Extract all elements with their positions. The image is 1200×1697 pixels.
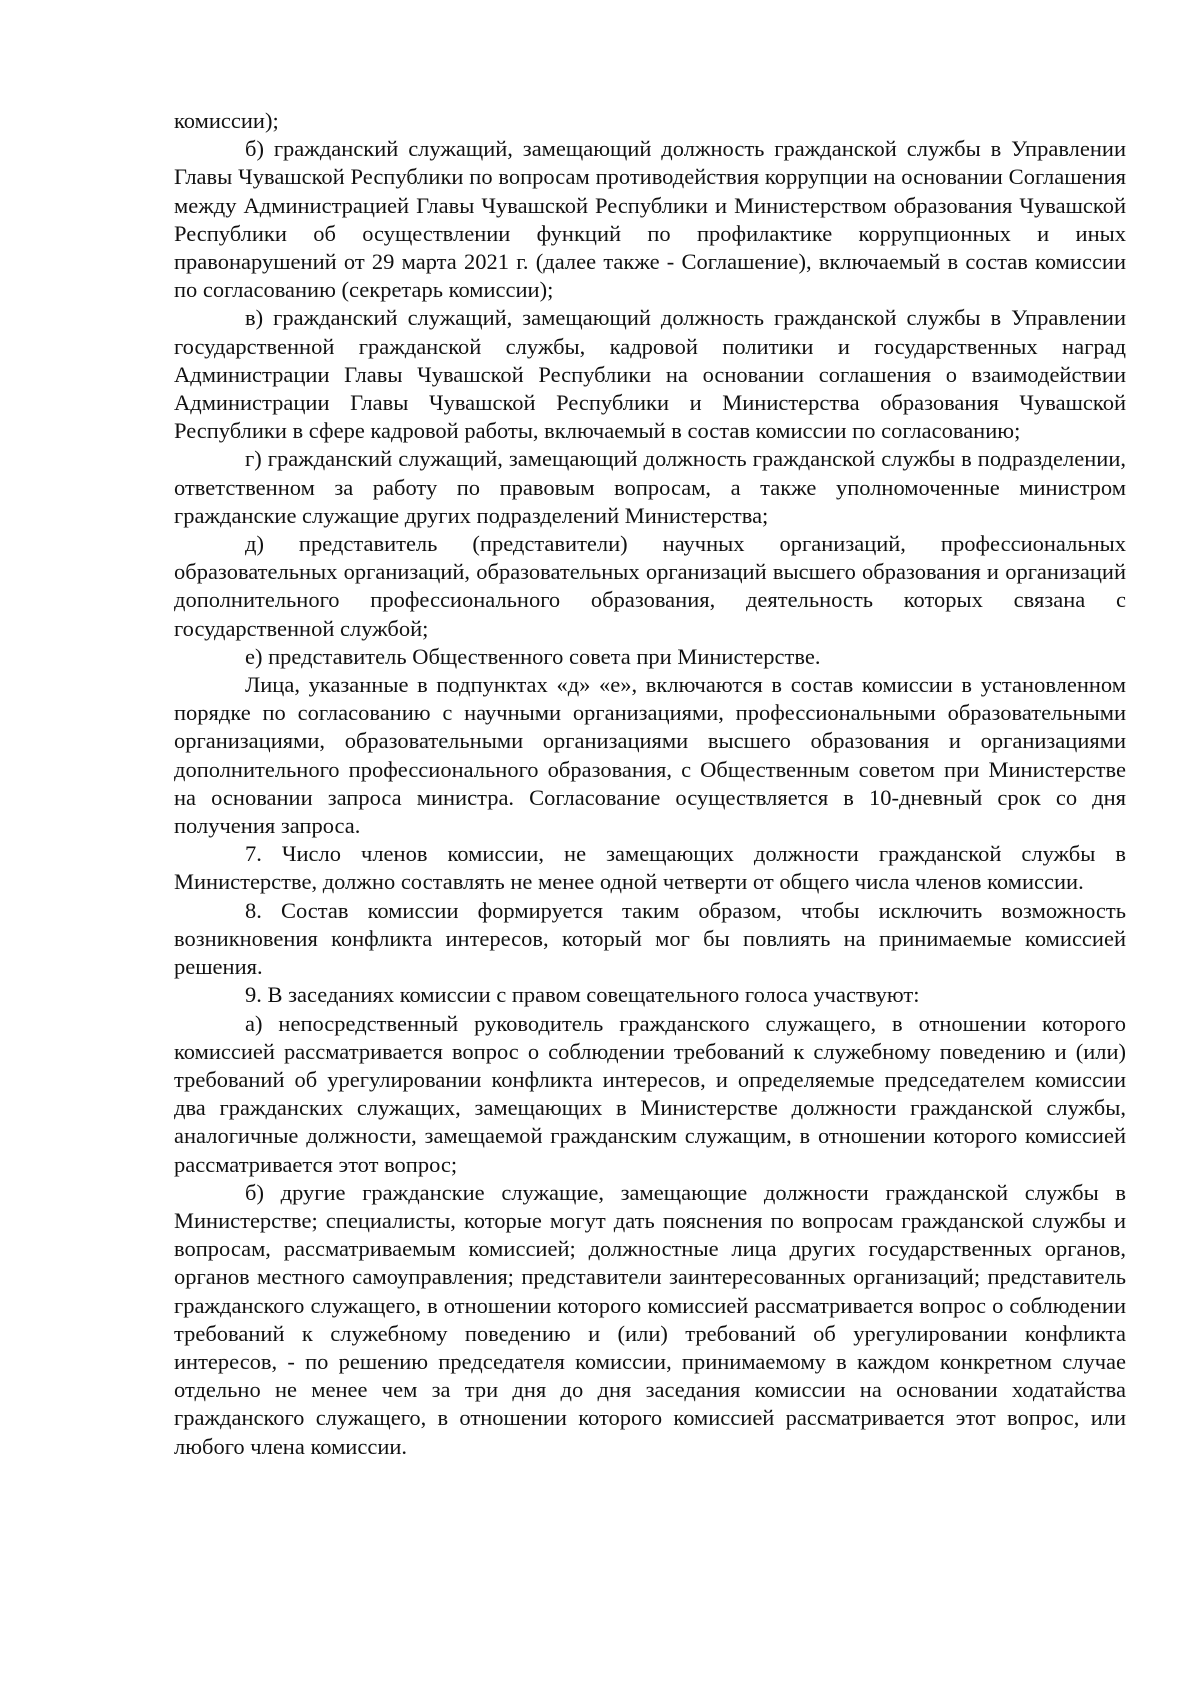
paragraph-clause-9: 9. В заседаниях комиссии с правом совещательного голоса участвуют: bbox=[245, 982, 920, 1008]
paragraph-clause-9-item-b: б) другие гражданские служащие, замещающие должности гражданской службы в Министерстве; специалисты, которые могут дать пояснения по вопросам гражданской службы и вопросам, рассматриваемым комиссией; должностные лица других государственных органов, органов местного самоуправления; представители заинтересованных организаций; представитель гражданского служащего, в отношении которого комиссией рассматривается вопрос о соблюдении требований к служебному поведению и (или) требований об урегулировании конфликта интересов, - по решению председателя комиссии, принимаемому в каждом конкретном случае отдельно не менее чем за три дня до дня заседания комиссии на основании ходатайства гражданского служащего, в отношении которого комиссией рассматривается этот вопрос, или любого члена комиссии. bbox=[174, 1179, 1126, 1459]
paragraph-continuation: комиссии); bbox=[174, 108, 279, 133]
paragraph-item-g: г) гражданский служащий, замещающий должность гражданской службы в подразделении, ответственном за работу по правовым вопросам, а также уполномоченные министром гражданские служащие других подразделений Министерства; bbox=[174, 446, 1126, 528]
paragraph-item-v: в) гражданский служащий, замещающий должность гражданской службы в Управлении государственной гражданской службы, кадровой политики и государственных наград Администрации Главы Чувашской Республики на основании соглашения о взаимодействии Администрации Главы Чувашской Республики и Министерства образования Чувашской Республики в сфере кадровой работы, включаемый в состав комиссии по согласованию; bbox=[174, 305, 1126, 444]
paragraph-item-b: б) гражданский служащий, замещающий должность гражданской службы в Управлении Главы Чувашской Республики по вопросам противодействия коррупции на основании Соглашения между Администрацией Главы Чувашской Республики и Министерством образования Чувашской Республики об осуществлении функций по профилактике коррупционных и иных правонарушений от 29 марта 2021 г. (далее также - Соглашение), включаемый в состав комиссии по согласованию (секретарь комиссии); bbox=[174, 136, 1126, 303]
paragraph-clause-9-item-a: а) непосредственный руководитель гражданского служащего, в отношении которого комиссией рассматривается вопрос о соблюдении требований к служебному поведению и (или) требований об урегулировании конфликта интересов, и определяемые председателем комиссии два гражданских служащих, замещающих в Министерстве должности гражданской службы, аналогичные должности, замещаемой гражданским служащим, в отношении которого комиссией рассматривается этот вопрос; bbox=[174, 1010, 1126, 1177]
paragraph-persons-note: Лица, указанные в подпунктах «д» «е», включаются в состав комиссии в установленном порядке по согласованию с научными организациями, профессиональными образовательными организациями, образовательными организациями высшего образования и организациями дополнительного профессионального образования, с Общественным советом при Министерстве на основании запроса министра. Согласование осуществляется в 10-дневный срок со дня получения запроса. bbox=[174, 672, 1126, 839]
document-page bbox=[174, 107, 1126, 1461]
paragraph-clause-7: 7. Число членов комиссии, не замещающих должности гражданской службы в Министерстве, должно составлять не менее одной четверти от общего числа членов комиссии. bbox=[174, 841, 1126, 895]
paragraph-item-d: д) представитель (представители) научных организаций, профессиональных образовательных организаций, образовательных организаций высшего образования и организаций дополнительного профессионального образования, деятельность которых связана с государственной службой; bbox=[174, 531, 1126, 641]
paragraph-clause-8: 8. Состав комиссии формируется таким образом, чтобы исключить возможность возникновения конфликта интересов, который мог бы повлиять на принимаемые комиссией решения. bbox=[174, 897, 1126, 980]
paragraph-item-e: е) представитель Общественного совета при Министерстве. bbox=[245, 643, 821, 669]
